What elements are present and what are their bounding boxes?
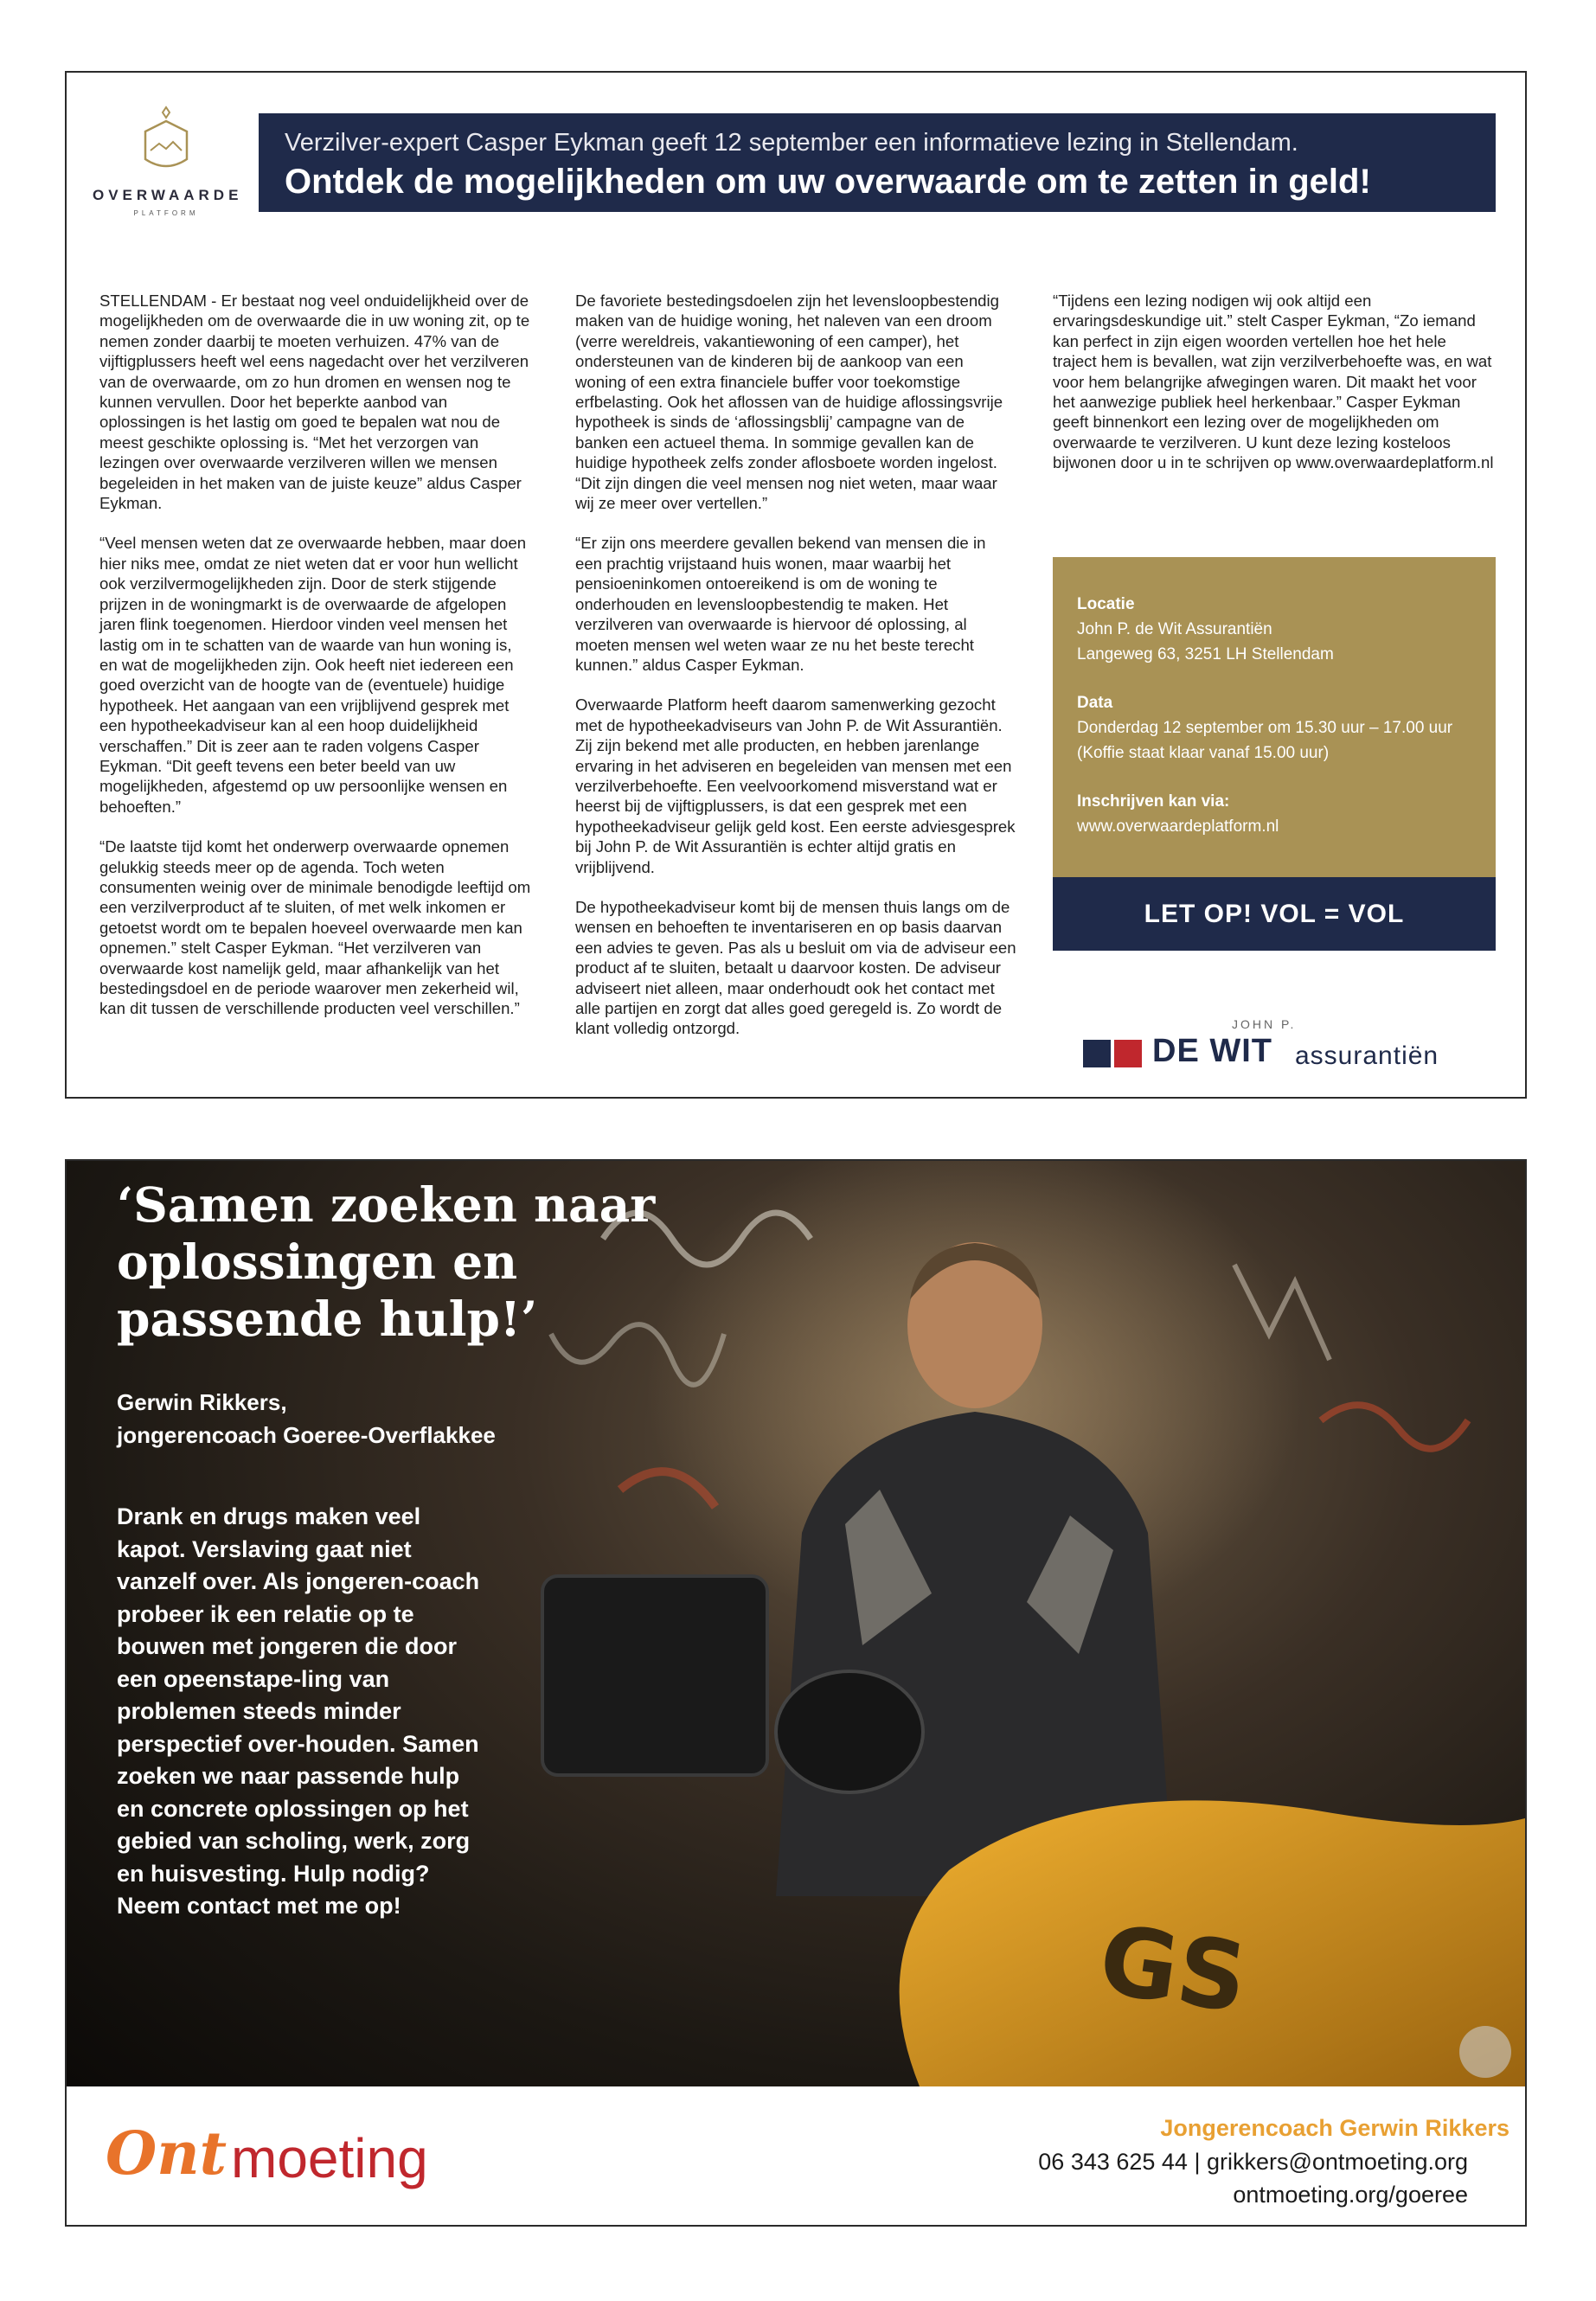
paragraph: Overwaarde Platform heeft daarom samenwerking gezocht met de hypotheekadviseurs van John P. de Wit Assurantiën. Zij zijn bekend met alle producten, en hebben jarenlange ervaring in het adviseren en begeleiden van mensen met een verzilverbehoefte. Een veelvoorkomend misverstand wat er heerst bij de vijftigplussers, is dat een gesprek met een hypotheekadviseur gelijk geld kost. Een eerste adviesgesprek bij John P. de Wit Assurantiën is echter altijd gratis en vrijblijvend. (575, 695, 1016, 876)
headline-banner (259, 113, 1496, 212)
ontmoeting-logo (106, 2119, 555, 2197)
paragraph: “Er zijn ons meerdere gevallen bekend van mensen die in een prachtig vrijstaand huis wonen, maar waarbij het pensioeninkomen ontoereikend is om de woning te onderhouden en levensloopbestendig te maken. Het verzilveren van overwaarde is hiervoor dé oplossing, al moeten mensen wel weten waar ze nu het beste terecht kunnen.” aldus Casper Eykman. (575, 534, 986, 674)
logo-ont: Ont (106, 2119, 228, 2189)
ad-body-text: Drank en drugs maken veel kapot. Verslaving gaat niet vanzelf over. Als jongeren-coach probeer ik een relatie op te bouwen met jongeren die door een opeenstape-ling van problemen steeds minder perspectief over-houden. Samen zoeken we naar passende hulp en concrete oplossingen op het gebied van scholing, werk, zorg en huisvesting. Hulp nodig? Neem contact met me op! (117, 1503, 480, 1919)
person-name: Gerwin Rikkers, (117, 1389, 287, 1415)
paragraph: STELLENDAM - Er bestaat nog veel onduidelijkheid over de mogelijkheden om de overwaarde die in uw woning zit, op te nemen zonder daarbij te moeten verhuizen. 47% van de vijftigplussers heeft wel eens nagedacht over het verzilveren van de overwaarde, om zo hun dromen en wensen nog te kunnen vervullen. Door het beperkte aanbod van oplossingen is het lastig om goed te bepalen wat nou de meest geschikte oplossing is. “Met het verzorgen van lezingen over overwaarde verzilveren willen we mensen begeleiden in het maken van de juiste keuze” aldus Casper Eykman. (99, 292, 530, 513)
contact-website[interactable]: ontmoeting.org/goeree (1233, 2182, 1468, 2208)
logo-square-navy (1083, 1040, 1111, 1067)
coach-motorcycle-photo (67, 1161, 1525, 2086)
location-line: Langeweg 63, 3251 LH Stellendam (1077, 645, 1334, 663)
date-label: Data (1077, 694, 1113, 712)
article-column-2 (575, 291, 1016, 1059)
article-column-1 (99, 291, 532, 1039)
person-caption (117, 1386, 601, 1452)
date-line: Donderdag 12 september om 15.30 uur – 17.00 uur (1077, 719, 1453, 737)
register-url[interactable]: www.overwaardeplatform.nl (1077, 817, 1279, 836)
article-column-3 (1053, 291, 1494, 493)
paragraph: De hypotheekadviseur komt bij de mensen thuis langs om de wensen en behoeften te inventariseren en op basis daarvan een advies te geven. Pas als u besluit om via de adviseur een product af te sluiten, betaalt u daarvoor kosten. De adviseur adviseert niet alleen, maar onderhoudt ook het contact met alle partijen en zorgt dat alles goed geregeld is. Zo wordt de klant volledig ontzorgd. (575, 897, 1016, 1038)
full-notice-banner: LET OP! VOL = VOL (1053, 877, 1496, 951)
headline-quote: ‘Samen zoeken naar oplossingen en passende hulp!’ (117, 1176, 656, 1347)
paragraph: “Tijdens een lezing nodigen wij ook altijd een ervaringsdeskundige uit.” stelt Casper Eykman, “Zo iemand kan perfect in zijn eigen woorden vertellen hoe het hele traject hem is bevallen, wat zijn verzilverbehoefte was, en wat voor hem belangrijke afwegingen waren. Dit maakt het voor het aanwezige publiek heel herkenbaar.” Casper Eykman geeft binnenkort een lezing over de mogelijkheden om overwaarde te verzilveren. U kunt deze lezing kosteloos bijwonen door u in te schrijven op www.overwaardeplatform.nl (1053, 292, 1494, 472)
logo-name: OVERWAARDE (93, 187, 243, 203)
location-label: Locatie (1077, 595, 1135, 613)
date-line: (Koffie staat klaar vanaf 15.00 uur) (1077, 744, 1330, 762)
ontmoeting-advertisement (65, 1159, 1527, 2227)
overwaarde-logo (93, 106, 243, 217)
person-role: jongerencoach Goeree-Overflakkee (117, 1422, 496, 1448)
overwaarde-advertisement (65, 71, 1527, 1099)
banner-subtitle: Verzilver-expert Casper Eykman geeft 12 september een informatieve lezing in Stellendam. (285, 129, 1298, 157)
logo-dewit-name: DE WIT (1152, 1033, 1272, 1069)
logo-sub: PLATFORM (133, 209, 199, 217)
location-line: John P. de Wit Assurantiën (1077, 620, 1272, 638)
paragraph: “De laatste tijd komt het onderwerp overwaarde opnemen gelukkig steeds meer op de agenda. Toch weten consumenten weinig over de minimale benodigde leeftijd om een verzilverproduct af te sluiten, of met welk inkomen er getoetst wordt om te bepalen hoeveel overwaarde men kan opnemen.” stelt Casper Eykman. “Het verzilveren van overwaarde kost namelijk geld, maar afhankelijk van het bestedingsdoel en de periode waarover men zekerheid wil, kan dit tussen de verschillende producten veel verschillen.” (99, 837, 531, 1018)
logo-johnp: JOHN P. (1232, 1017, 1297, 1031)
house-crest-icon (140, 106, 192, 175)
logo-square-red (1114, 1040, 1142, 1067)
register-label: Inschrijven kan via: (1077, 792, 1230, 811)
banner-title: Ontdek de mogelijkheden om uw overwaarde om te zetten in geld! (285, 163, 1371, 201)
bike-logo-text: GS (1093, 1903, 1254, 2035)
event-info-box (1053, 557, 1496, 877)
paragraph: De favoriete bestedingsdoelen zijn het levensloopbestendig maken van de huidige woning, het naleven van een droom (verre wereldreis, vakantiewoning of een camper), het ondersteunen van de kinderen bij de aankoop van een woning of een extra financiele buffer voor toekomstige erfbelasting. Ook het aflossen van de huidige aflossingsvrije hypotheek is sinds de ‘aflossingsblij’ campagne van de banken een actueel thema. In sommige gevallen kan de huidige hypotheek zelfs zonder aflosboete worden ingelost. “Dit zijn dingen die veel mensen nog niet weten, maar waar wij ze meer over vertellen.” (575, 292, 1003, 513)
paragraph: “Veel mensen weten dat ze overwaarde hebben, maar doen hier niks mee, omdat ze niet weten dat er voor hun wellicht ook verzilvermogelijkheden zijn. Door de sterk stijgende prijzen in de woningmarkt is de overwaarde de afgelopen jaren flink toegenomen. Hierdoor vinden veel mensen het lastig om in te schatten van de waarde van hun woning is, en wat de mogelijkheden zijn. Ook heeft niet iedereen een goed overzicht van de hoogte van de (eventuele) huidige hypotheek. Het aangaan van een vrijblijvend gesprek met een hypotheekadviseur kan al een hoop duidelijkheid verschaffen.” Dit is zeer aan te raden volgens Casper Eykman. “Dit geeft tevens een beter beeld van uw mogelijkheden, afgestemd op uw persoonlijke wensen en behoeften.” (99, 534, 527, 816)
contact-info (1038, 2111, 1509, 2211)
dewit-logo (1083, 1016, 1464, 1076)
contact-phone-email[interactable]: 06 343 625 44 | grikkers@ontmoeting.org (1038, 2149, 1468, 2175)
logo-assurantien: assurantiën (1295, 1042, 1439, 1070)
logo-moeting: moeting (231, 2127, 428, 2189)
contact-title: Jongerencoach Gerwin Rikkers (1160, 2115, 1509, 2141)
